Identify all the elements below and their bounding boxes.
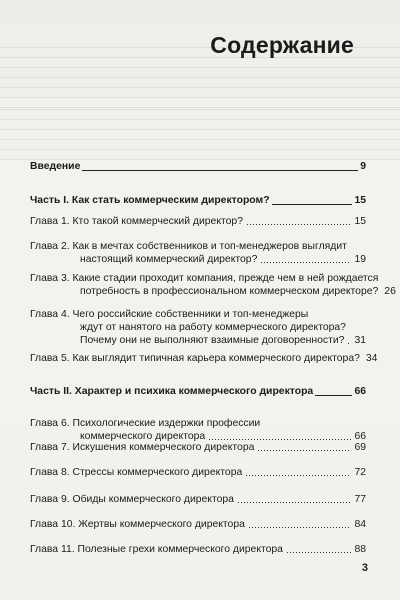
toc-entry-text: Глава 11. Полезные грехи коммерческого директора <box>30 544 283 555</box>
toc-chapter-entry[interactable] <box>30 466 366 479</box>
toc-entry-text: настоящий коммерческий директор? <box>80 254 258 265</box>
toc-chapter-entry[interactable] <box>30 493 366 506</box>
toc-part-entry[interactable] <box>30 194 366 207</box>
toc-entry-text: Глава 6. Психологические издержки профессии <box>30 418 261 429</box>
toc-entry-text: потребность в профессиональном коммерческом директоре? <box>80 286 379 297</box>
toc-page-number: 15 <box>354 216 366 227</box>
toc-entry-text: Глава 7. Искушения коммерческого директора <box>30 442 255 453</box>
dot-leader <box>347 343 351 344</box>
toc-entry-text: Глава 5. Как выглядит типичная карьера коммерческого директора? <box>30 353 360 364</box>
toc-chapter-entry[interactable] <box>30 518 366 531</box>
toc-page-number: 19 <box>354 254 366 265</box>
toc-entry-text: Глава 9. Обиды коммерческого директора <box>30 494 234 505</box>
dot-leader <box>82 170 358 171</box>
toc-page-number: 77 <box>354 494 366 505</box>
toc-entry-text: коммерческого директора <box>80 431 206 442</box>
toc-entry-text: Часть II. Характер и психика коммерческого директора <box>30 386 314 397</box>
toc-entry-text: Глава 10. Жертвы коммерческого директора <box>30 519 245 530</box>
dot-leader <box>245 475 351 476</box>
dot-leader <box>315 395 352 396</box>
dot-leader <box>246 224 351 225</box>
toc-entry-text: Глава 4. Чего российские собственники и топ-менеджеры <box>30 309 309 320</box>
toc-part-entry[interactable] <box>30 385 366 398</box>
toc-chapter-entry[interactable] <box>30 272 396 298</box>
dot-leader <box>237 502 351 503</box>
toc-chapter-entry[interactable] <box>30 308 366 347</box>
toc-entry-text: Глава 2. Как в мечтах собственников и топ-менеджеров выглядит <box>30 241 347 252</box>
dot-leader <box>208 439 351 440</box>
dot-leader <box>248 527 352 528</box>
dot-leader <box>286 552 351 553</box>
toc-chapter-entry[interactable] <box>30 215 366 228</box>
toc-page-number: 34 <box>365 353 378 364</box>
dot-leader <box>257 450 351 451</box>
toc-entry-text: Глава 8. Стрессы коммерческого директора <box>30 467 243 478</box>
dot-leader <box>260 262 351 263</box>
page-number: 3 <box>361 562 368 574</box>
toc-entry-text: Глава 3. Какие стадии проходит компания, прежде чем в ней рождается <box>30 273 379 284</box>
toc-page-number: 66 <box>354 431 366 442</box>
toc-entry-text: Часть I. Как стать коммерческим директором? <box>30 195 270 206</box>
toc-entry-text: Введение <box>30 161 81 172</box>
bleed-through-text <box>0 100 400 160</box>
dot-leader <box>272 204 353 205</box>
toc-page-number: 26 <box>384 286 396 297</box>
toc-page-number: 88 <box>354 544 366 555</box>
toc-page-number: 66 <box>354 386 366 397</box>
toc-entry-text: Глава 1. Кто такой коммерческий директор? <box>30 216 243 227</box>
toc-part-entry[interactable] <box>30 160 366 173</box>
toc-chapter-entry[interactable] <box>30 352 378 365</box>
toc-page-number: 9 <box>360 161 366 172</box>
toc-chapter-entry[interactable] <box>30 441 366 454</box>
toc-page-number: 72 <box>354 467 366 478</box>
toc-entry-text: Почему они не выполняют взаимные договоренности? <box>80 335 345 346</box>
toc-chapter-entry[interactable] <box>30 543 366 556</box>
page-title: Содержание <box>210 32 354 58</box>
toc-entry-text: ждут от нанятого на работу коммерческого директора? <box>80 322 346 333</box>
toc-page-number: 84 <box>354 519 366 530</box>
toc-page-number: 31 <box>354 335 366 346</box>
toc-chapter-entry[interactable] <box>30 240 366 266</box>
toc-page-number: 15 <box>354 195 366 206</box>
toc-page-number: 69 <box>354 442 366 453</box>
toc-chapter-entry[interactable] <box>30 417 366 443</box>
